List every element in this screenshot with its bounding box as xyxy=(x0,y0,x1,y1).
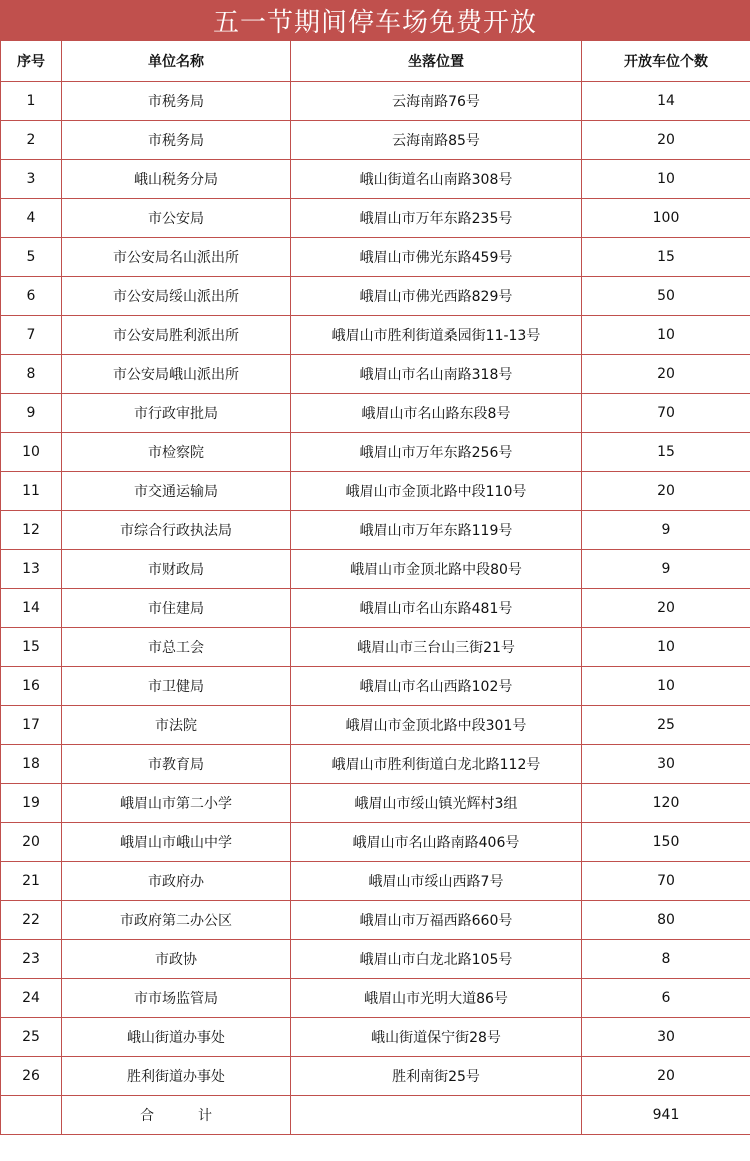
table-row xyxy=(1,1057,750,1096)
row-location: 峨眉山市名山路东段8号 xyxy=(291,394,582,433)
table-row xyxy=(1,862,750,901)
row-location: 峨眉山市金顶北路中段301号 xyxy=(291,706,582,745)
row-unit-name: 市政府办 xyxy=(62,862,291,901)
row-unit-name: 市税务局 xyxy=(62,82,291,121)
row-number: 5 xyxy=(1,238,62,277)
row-number: 7 xyxy=(1,316,62,355)
header-row xyxy=(1,41,750,82)
row-unit-name: 峨眉山市第二小学 xyxy=(62,784,291,823)
table-row xyxy=(1,316,750,355)
row-spaces: 15 xyxy=(582,238,750,277)
table-row xyxy=(1,1018,750,1057)
row-spaces: 120 xyxy=(582,784,750,823)
row-unit-name: 市市场监管局 xyxy=(62,979,291,1018)
row-spaces: 70 xyxy=(582,862,750,901)
row-spaces: 20 xyxy=(582,1057,750,1096)
row-spaces: 8 xyxy=(582,940,750,979)
table-row xyxy=(1,355,750,394)
row-number: 20 xyxy=(1,823,62,862)
row-number: 23 xyxy=(1,940,62,979)
table-row xyxy=(1,394,750,433)
header-no: 序号 xyxy=(1,41,62,82)
table-row xyxy=(1,82,750,121)
total-spaces: 941 xyxy=(582,1096,750,1135)
row-unit-name: 峨眉山市峨山中学 xyxy=(62,823,291,862)
row-location: 峨眉山市名山东路481号 xyxy=(291,589,582,628)
table-row xyxy=(1,979,750,1018)
table-row xyxy=(1,160,750,199)
row-location: 峨眉山市绥山西路7号 xyxy=(291,862,582,901)
total-label xyxy=(62,1096,291,1135)
table-row xyxy=(1,901,750,940)
row-number: 12 xyxy=(1,511,62,550)
row-location: 峨眉山市万年东路235号 xyxy=(291,199,582,238)
row-number: 15 xyxy=(1,628,62,667)
row-spaces: 10 xyxy=(582,316,750,355)
row-location: 峨眉山市万福西路660号 xyxy=(291,901,582,940)
row-unit-name: 峨山税务分局 xyxy=(62,160,291,199)
row-spaces: 6 xyxy=(582,979,750,1018)
row-number: 22 xyxy=(1,901,62,940)
row-number: 4 xyxy=(1,199,62,238)
row-unit-name: 市公安局胜利派出所 xyxy=(62,316,291,355)
row-spaces: 10 xyxy=(582,667,750,706)
row-unit-name: 市住建局 xyxy=(62,589,291,628)
row-number: 10 xyxy=(1,433,62,472)
table-row xyxy=(1,823,750,862)
row-spaces: 30 xyxy=(582,1018,750,1057)
row-location: 峨眉山市胜利街道桑园街11-13号 xyxy=(291,316,582,355)
row-location: 峨眉山市名山西路102号 xyxy=(291,667,582,706)
header-spaces: 开放车位个数 xyxy=(582,41,750,82)
row-unit-name: 市公安局绥山派出所 xyxy=(62,277,291,316)
row-location: 峨眉山市佛光西路829号 xyxy=(291,277,582,316)
row-spaces: 14 xyxy=(582,82,750,121)
row-spaces: 50 xyxy=(582,277,750,316)
row-location: 峨眉山市胜利街道白龙北路112号 xyxy=(291,745,582,784)
table-body xyxy=(1,82,750,1096)
table-row xyxy=(1,628,750,667)
row-unit-name: 市检察院 xyxy=(62,433,291,472)
row-location: 胜利南街25号 xyxy=(291,1057,582,1096)
table-row xyxy=(1,940,750,979)
row-unit-name: 市卫健局 xyxy=(62,667,291,706)
row-location: 峨眉山市光明大道86号 xyxy=(291,979,582,1018)
total-label-b: 计 xyxy=(198,1108,212,1124)
row-spaces: 30 xyxy=(582,745,750,784)
row-unit-name: 市交通运输局 xyxy=(62,472,291,511)
row-number: 14 xyxy=(1,589,62,628)
row-unit-name: 市财政局 xyxy=(62,550,291,589)
header-location: 坐落位置 xyxy=(291,41,582,82)
row-spaces: 9 xyxy=(582,511,750,550)
parking-table xyxy=(0,40,750,1135)
total-location-cell xyxy=(291,1096,582,1135)
row-number: 11 xyxy=(1,472,62,511)
row-spaces: 15 xyxy=(582,433,750,472)
row-number: 1 xyxy=(1,82,62,121)
row-unit-name: 市公安局名山派出所 xyxy=(62,238,291,277)
row-unit-name: 峨山街道办事处 xyxy=(62,1018,291,1057)
row-location: 云海南路85号 xyxy=(291,121,582,160)
row-number: 3 xyxy=(1,160,62,199)
row-location: 峨眉山市金顶北路中段80号 xyxy=(291,550,582,589)
total-no-cell xyxy=(1,1096,62,1135)
row-location: 峨眉山市名山南路318号 xyxy=(291,355,582,394)
row-unit-name: 胜利街道办事处 xyxy=(62,1057,291,1096)
table-row xyxy=(1,589,750,628)
row-number: 25 xyxy=(1,1018,62,1057)
row-location: 峨眉山市金顶北路中段110号 xyxy=(291,472,582,511)
header-unit: 单位名称 xyxy=(62,41,291,82)
row-spaces: 25 xyxy=(582,706,750,745)
row-location: 峨眉山市三台山三街21号 xyxy=(291,628,582,667)
row-spaces: 20 xyxy=(582,589,750,628)
row-number: 13 xyxy=(1,550,62,589)
table-row xyxy=(1,238,750,277)
row-number: 26 xyxy=(1,1057,62,1096)
row-number: 16 xyxy=(1,667,62,706)
row-spaces: 80 xyxy=(582,901,750,940)
row-number: 9 xyxy=(1,394,62,433)
row-location: 峨山街道保宁街28号 xyxy=(291,1018,582,1057)
row-spaces: 10 xyxy=(582,628,750,667)
row-location: 峨眉山市万年东路119号 xyxy=(291,511,582,550)
row-number: 18 xyxy=(1,745,62,784)
table-row xyxy=(1,784,750,823)
page-title: 五一节期间停车场免费开放 xyxy=(0,0,750,40)
row-location: 峨眉山市绥山镇光辉村3组 xyxy=(291,784,582,823)
row-location: 峨眉山市万年东路256号 xyxy=(291,433,582,472)
total-row xyxy=(1,1096,750,1135)
row-spaces: 100 xyxy=(582,199,750,238)
row-spaces: 20 xyxy=(582,355,750,394)
row-unit-name: 市政协 xyxy=(62,940,291,979)
row-unit-name: 市政府第二办公区 xyxy=(62,901,291,940)
table-row xyxy=(1,472,750,511)
row-location: 峨眉山市白龙北路105号 xyxy=(291,940,582,979)
table-row xyxy=(1,745,750,784)
table-row xyxy=(1,511,750,550)
row-spaces: 9 xyxy=(582,550,750,589)
row-unit-name: 市总工会 xyxy=(62,628,291,667)
row-location: 峨山街道名山南路308号 xyxy=(291,160,582,199)
row-spaces: 70 xyxy=(582,394,750,433)
table-row xyxy=(1,277,750,316)
row-number: 24 xyxy=(1,979,62,1018)
row-unit-name: 市教育局 xyxy=(62,745,291,784)
row-unit-name: 市综合行政执法局 xyxy=(62,511,291,550)
table-row xyxy=(1,667,750,706)
row-location: 云海南路76号 xyxy=(291,82,582,121)
row-number: 17 xyxy=(1,706,62,745)
row-number: 2 xyxy=(1,121,62,160)
row-number: 8 xyxy=(1,355,62,394)
row-unit-name: 市法院 xyxy=(62,706,291,745)
row-unit-name: 市行政审批局 xyxy=(62,394,291,433)
row-unit-name: 市公安局峨山派出所 xyxy=(62,355,291,394)
table-row xyxy=(1,199,750,238)
row-number: 6 xyxy=(1,277,62,316)
row-unit-name: 市税务局 xyxy=(62,121,291,160)
row-spaces: 20 xyxy=(582,121,750,160)
row-number: 21 xyxy=(1,862,62,901)
total-label-a: 合 xyxy=(140,1108,154,1124)
row-spaces: 10 xyxy=(582,160,750,199)
row-spaces: 150 xyxy=(582,823,750,862)
row-unit-name: 市公安局 xyxy=(62,199,291,238)
table-row xyxy=(1,121,750,160)
row-location: 峨眉山市名山路南路406号 xyxy=(291,823,582,862)
row-location: 峨眉山市佛光东路459号 xyxy=(291,238,582,277)
table-row xyxy=(1,433,750,472)
table-row xyxy=(1,706,750,745)
table-row xyxy=(1,550,750,589)
row-spaces: 20 xyxy=(582,472,750,511)
row-number: 19 xyxy=(1,784,62,823)
